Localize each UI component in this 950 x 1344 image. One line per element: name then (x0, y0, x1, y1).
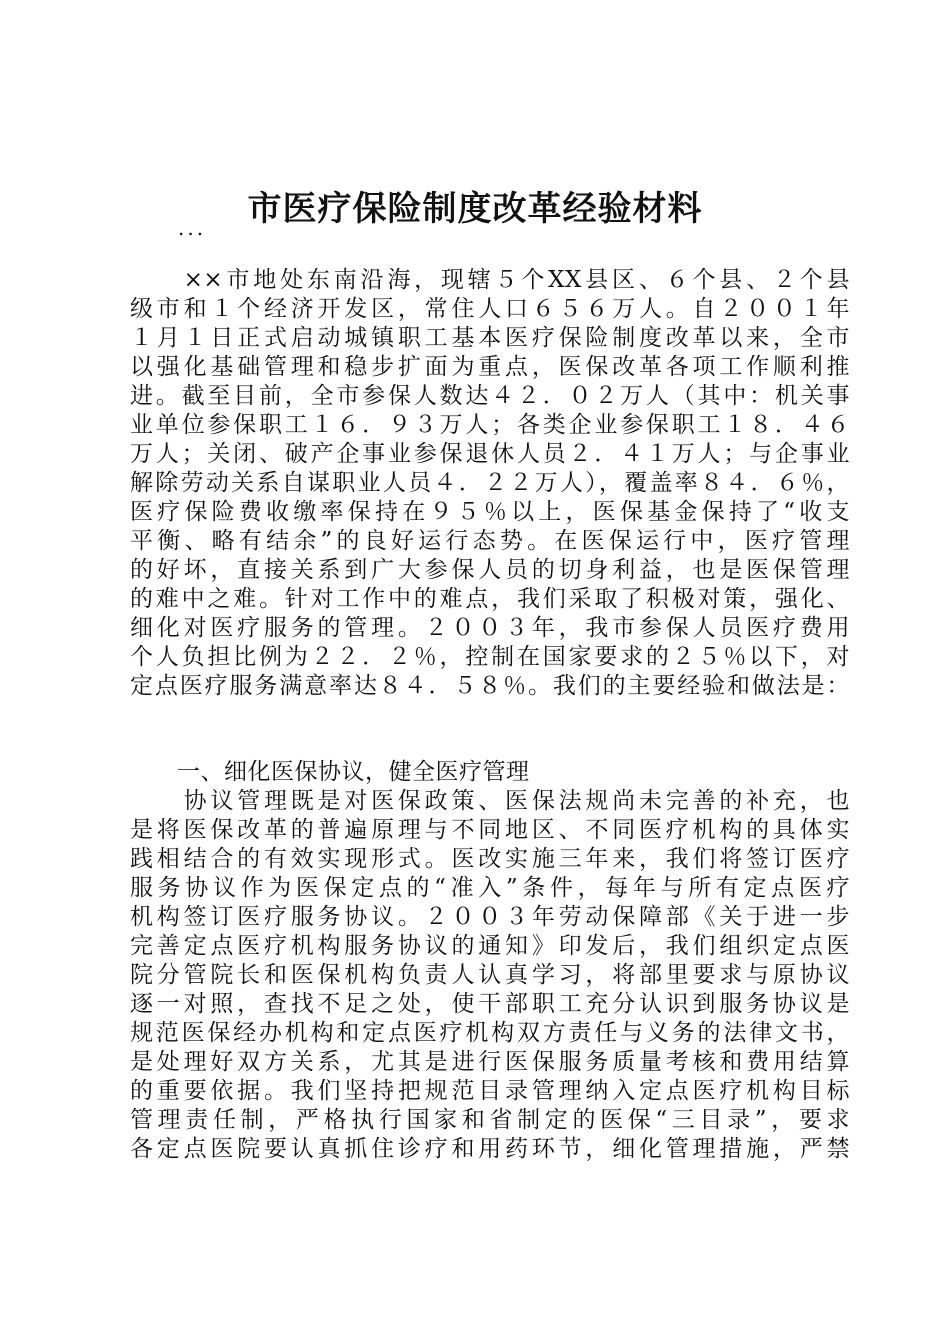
text-line: 的难中之难。针对工作中的难点，我们采取了积极对策，强化、 (130, 586, 850, 612)
ellipsis-mark: ... (178, 216, 207, 240)
text-line: 级市和１个经济开发区，常住人口６５６万人。自２００１年 (130, 296, 850, 322)
text-line: 机构签订医疗服务协议。２００３年劳动保障部《关于进一步 (130, 904, 850, 930)
section-one (130, 758, 850, 1164)
text-line: 定点医疗服务满意率达８４．５８％。我们的主要经验和做法是： (130, 673, 850, 699)
text-line: 是处理好双方关系，尤其是进行医保服务质量考核和费用结算 (130, 1049, 850, 1075)
intro-paragraph (130, 266, 850, 701)
text-line: １月１日正式启动城镇职工基本医疗保险制度改革以来，全市 (130, 325, 850, 351)
text-line: 完善定点医疗机构服务协议的通知》印发后，我们组织定点医 (130, 933, 850, 959)
text-line: 解除劳动关系自谋职业人员４．２２万人），覆盖率８４．６％， (130, 470, 850, 496)
document-title: 市医疗保险制度改革经验材料 (247, 189, 703, 229)
text-line: ××市地处东南沿海，现辖５个XX县区、６个县、２个县 (130, 267, 850, 293)
section-heading: 一、细化医保协议，健全医疗管理 (130, 759, 530, 785)
text-line: 业单位参保职工１６．９３万人；各类企业参保职工１８．４６ (130, 412, 850, 438)
text-line: 是将医保改革的普遍原理与不同地区、不同医疗机构的具体实 (130, 817, 850, 843)
text-line: 细化对医疗服务的管理。２００３年，我市参保人员医疗费用 (130, 615, 850, 641)
text-line: 的好坏，直接关系到广大参保人员的切身利益，也是医保管理 (130, 557, 850, 583)
text-line: 万人；关闭、破产企事业参保退休人员２．４１万人；与企事业 (130, 441, 850, 467)
text-line: 院分管院长和医保机构负责人认真学习，将部里要求与原协议 (130, 962, 850, 988)
text-line: 逐一对照，查找不足之处，使干部职工充分认识到服务协议是 (130, 991, 850, 1017)
text-line: 协议管理既是对医保政策、医保法规尚未完善的补充，也 (130, 788, 850, 814)
text-line: 以强化基础管理和稳步扩面为重点，医保改革各项工作顺利推 (130, 354, 850, 380)
text-line: 个人负担比例为２２．２％，控制在国家要求的２５％以下，对 (130, 644, 850, 670)
text-line: 践相结合的有效实现形式。医改实施三年来，我们将签订医疗 (130, 846, 850, 872)
text-line: 服务协议作为医保定点的“准入”条件，每年与所有定点医疗 (130, 875, 850, 901)
text-line: 规范医保经办机构和定点医疗机构双方责任与义务的法律文书， (130, 1020, 850, 1046)
text-line: 的重要依据。我们坚持把规范目录管理纳入定点医疗机构目标 (130, 1078, 850, 1104)
text-line: 医疗保险费收缴率保持在９５％以上，医保基金保持了“收支 (130, 499, 850, 525)
text-line: 各定点医院要认真抓住诊疗和用药环节，细化管理措施，严禁 (130, 1136, 850, 1162)
text-line: 进。截至目前，全市参保人数达４２．０２万人（其中：机关事 (130, 383, 850, 409)
text-line: 平衡、略有结余”的良好运行态势。在医保运行中，医疗管理 (130, 528, 850, 554)
text-line: 管理责任制，严格执行国家和省制定的医保“三目录”，要求 (130, 1107, 850, 1133)
